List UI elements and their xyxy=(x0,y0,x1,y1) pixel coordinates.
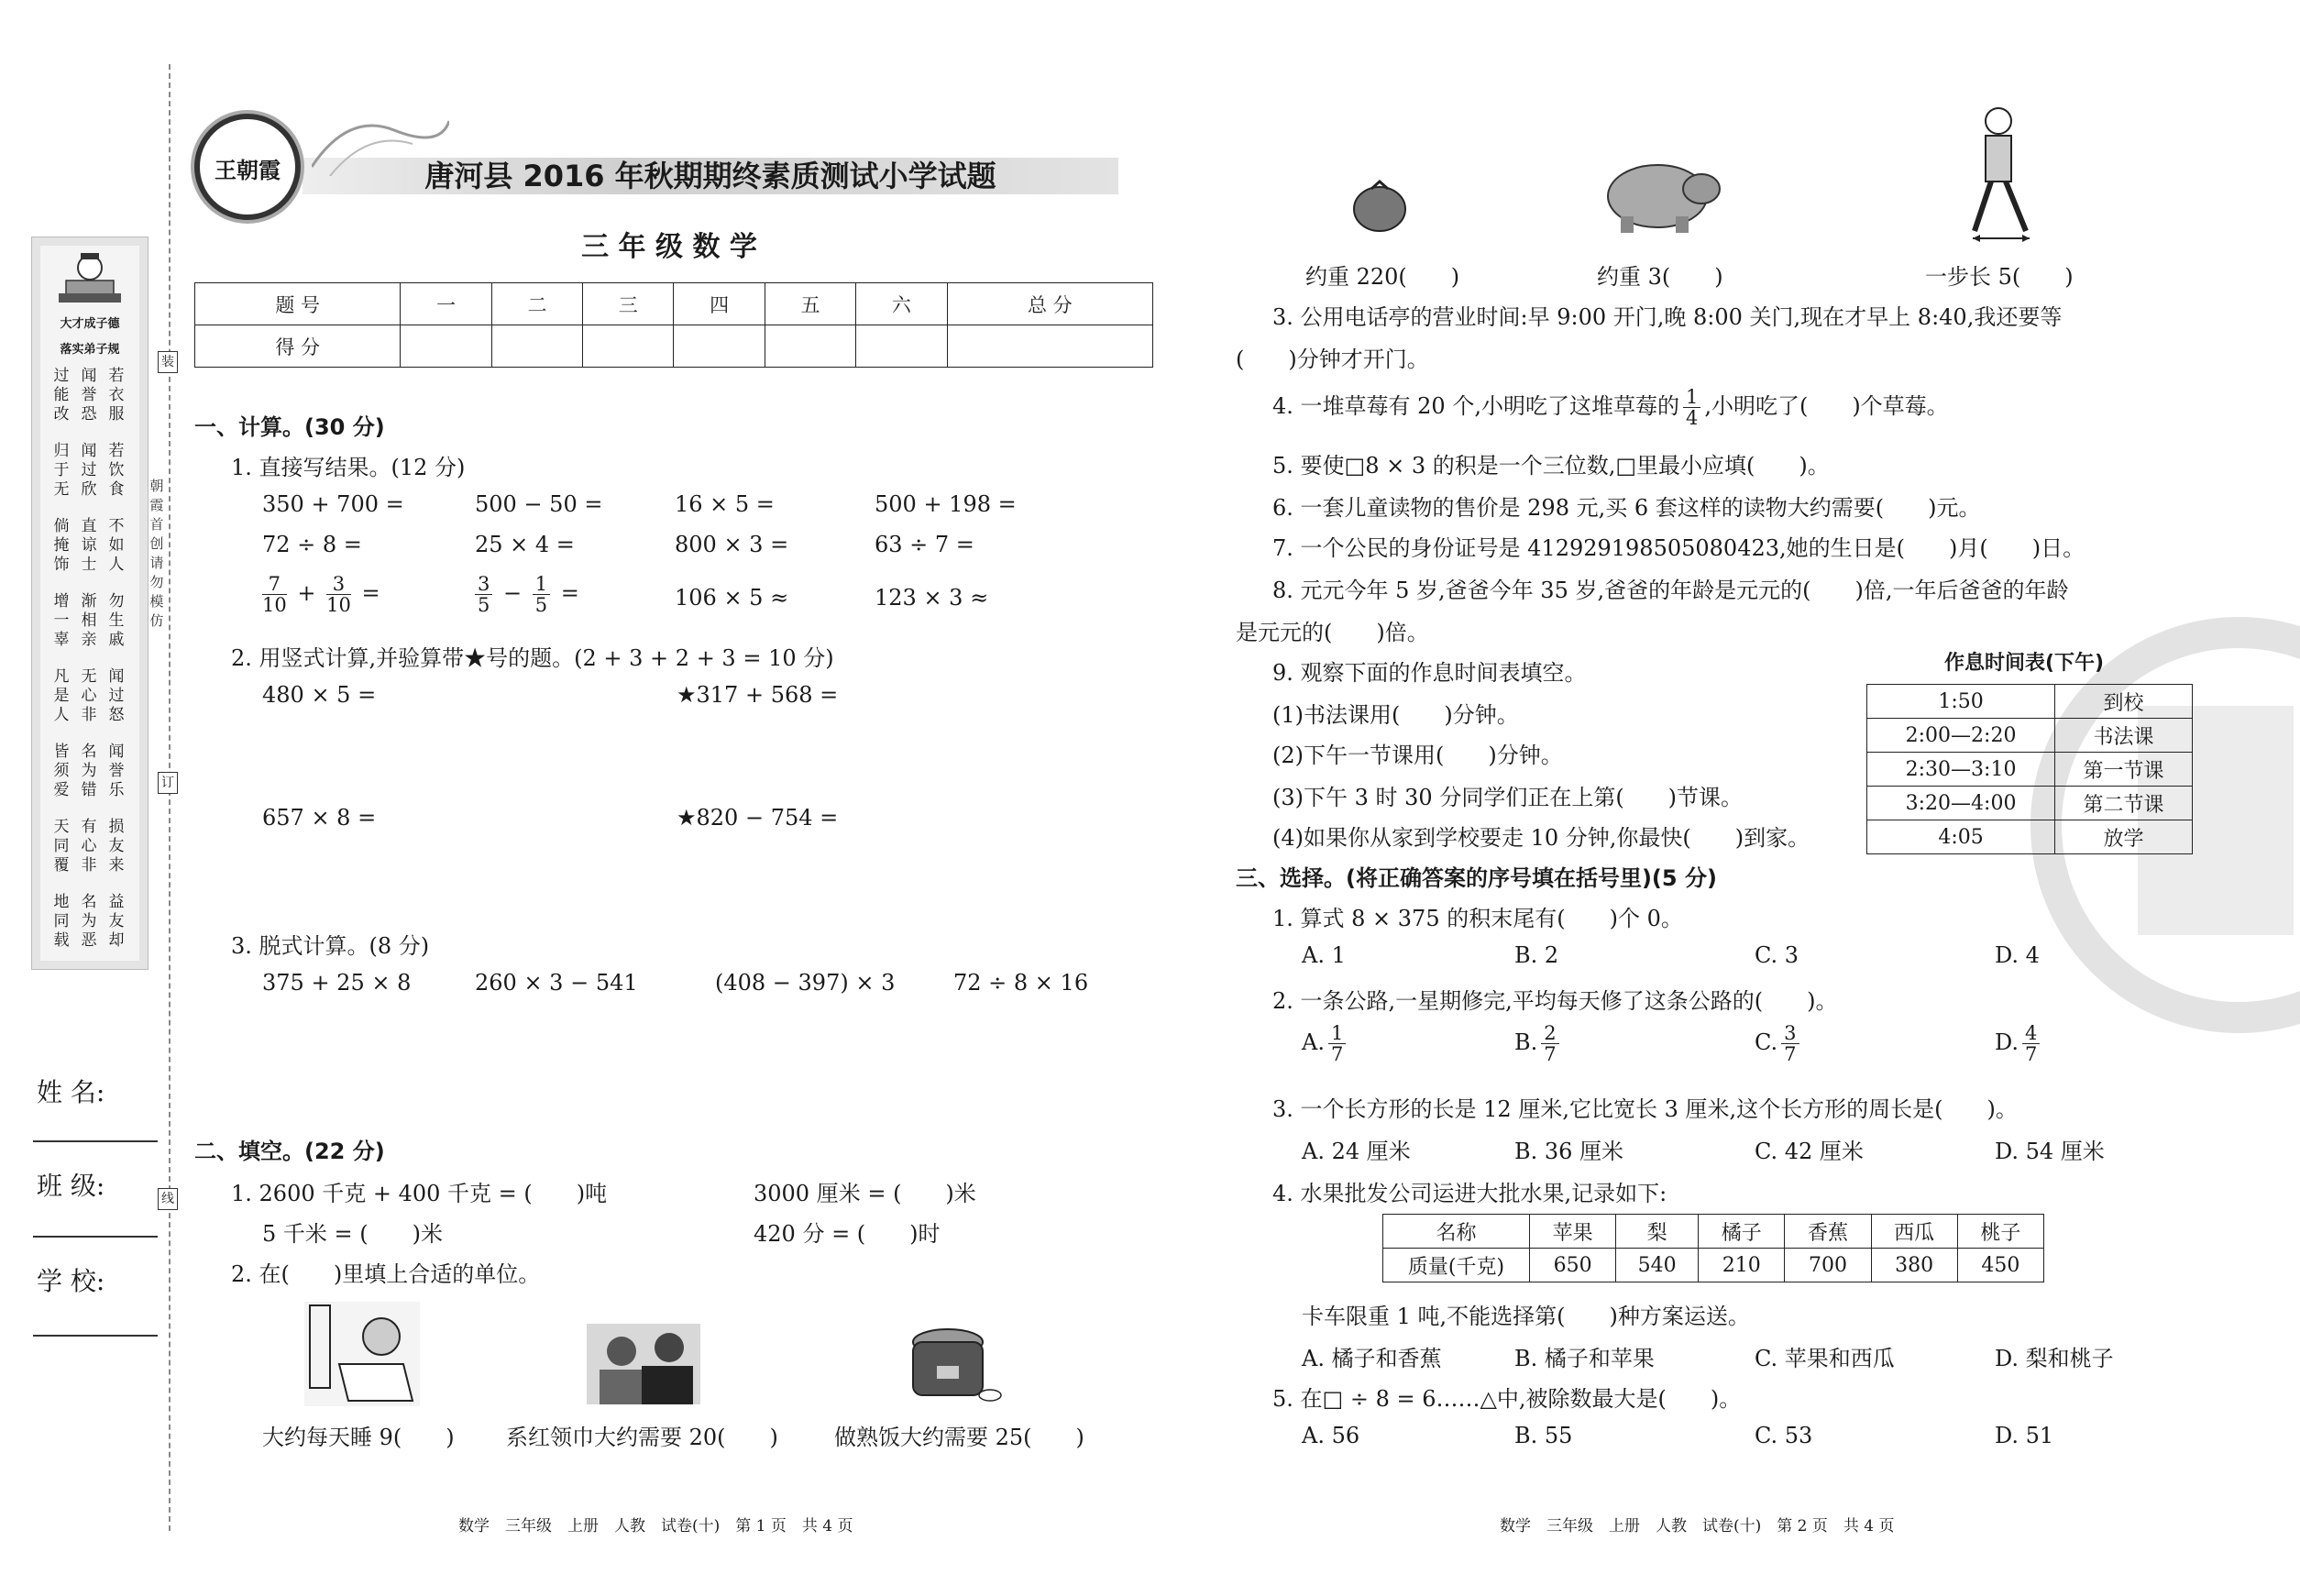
choice-option[interactable]: D. $\frac{4}{7}$ xyxy=(1995,1023,2043,1064)
choice-option[interactable]: C. 53 xyxy=(1755,1423,1813,1448)
fruit-value: 650 xyxy=(1530,1249,1616,1282)
choice-question: 4. 水果批发公司运进大批水果,记录如下: xyxy=(1272,1181,1667,1206)
vertical-calc: 657 × 8 = xyxy=(262,805,377,831)
choice-option[interactable]: B. 55 xyxy=(1514,1423,1573,1448)
fraction-calc-b: $\frac{3}{5}$ − $\frac{1}{5}$ = xyxy=(471,574,579,615)
schedule-event: 书法课 xyxy=(2055,719,2193,753)
vertical-calc: 480 × 5 = xyxy=(262,682,377,708)
fill-blank: 3. 公用电话亭的营业时间:早 9:00 开门,晚 8:00 关门,现在才早上 8:40,我还要等 xyxy=(1272,304,2063,330)
choice-option[interactable]: A. 橘子和香蕉 xyxy=(1302,1346,1442,1371)
step-calc: 72 ÷ 8 × 16 xyxy=(953,970,1089,996)
section-2-title: 二、填空。(22 分) xyxy=(194,1139,385,1164)
brand-name: 王朝霞 xyxy=(215,157,281,183)
choice-option[interactable]: D. 54 厘米 xyxy=(1995,1139,2105,1164)
fill-blank: 5. 要使□8 × 3 的积是一个三位数,□里最小应填( )。 xyxy=(1272,453,1830,479)
footer-right: 数学 三年级 上册 人教 试卷(十) 第 2 页 共 4 页 xyxy=(1500,1517,1895,1535)
section-1-title: 一、计算。(30 分) xyxy=(194,414,385,440)
choice-option[interactable]: D. 4 xyxy=(1995,942,2040,968)
motto-column: 勿生戚 xyxy=(108,592,125,649)
section-3-title: 三、选择。(将正确答案的序号填在括号里)(5 分) xyxy=(1236,865,1717,891)
choice-question: 卡车限重 1 吨,不能选择第( )种方案运送。 xyxy=(1302,1304,1750,1329)
fill-blank: 6. 一套儿童读物的售价是 298 元,买 6 套这样的读物大约需要( )元。 xyxy=(1272,495,1981,521)
fruit-value: 210 xyxy=(1699,1249,1785,1282)
calc-item: 72 ÷ 8 = xyxy=(262,532,362,557)
fruit-value: 700 xyxy=(1785,1249,1871,1282)
motto-column: 若饮食 xyxy=(108,442,125,499)
schedule-title: 作息时间表(下午) xyxy=(1943,652,2105,675)
schedule-event: 放学 xyxy=(2055,820,2193,854)
motto-column: 益友却 xyxy=(108,893,125,950)
score-cell[interactable] xyxy=(401,325,491,368)
schedule-time: 3:20—4:00 xyxy=(1867,787,2055,820)
fill-blank: 3000 厘米 = ( )米 xyxy=(754,1181,976,1206)
calc-item: 350 + 700 = xyxy=(262,491,404,517)
choice-option[interactable]: C. 42 厘米 xyxy=(1755,1139,1864,1164)
girl-walking-picture xyxy=(1956,103,2044,244)
motto-column: 损友来 xyxy=(108,818,125,875)
fruit-header: 橘子 xyxy=(1699,1215,1785,1249)
class-field[interactable] xyxy=(33,1236,158,1238)
s1-q2: 2. 用竖式计算,并验算带★号的题。(2 + 3 + 2 + 3 = 10 分) xyxy=(231,645,834,671)
vertical-calc: ★317 + 568 = xyxy=(677,682,839,708)
footer-left: 数学 三年级 上册 人教 试卷(十) 第 1 页 共 4 页 xyxy=(458,1517,853,1535)
motto-column: 名为错 xyxy=(81,743,97,799)
score-table xyxy=(194,282,1153,368)
motto-column: 闻过怒 xyxy=(108,667,125,724)
choice-option[interactable]: A. 56 xyxy=(1302,1423,1360,1448)
motto-column: 倘掩饰 xyxy=(53,517,70,574)
unit-caption: 系红领巾大约需要 20( ) xyxy=(506,1425,778,1450)
choice-question: 1. 算式 8 × 375 的积末尾有( )个 0。 xyxy=(1272,906,1683,931)
fill-blank: (2)下午一节课用( )分钟。 xyxy=(1272,743,1563,768)
fill-blank: 2. 在( )里填上合适的单位。 xyxy=(231,1261,541,1287)
school-label: 学 校: xyxy=(37,1266,105,1296)
page-edge-dashed-line xyxy=(169,64,171,1531)
hippo-picture xyxy=(1602,156,1722,235)
motto-column: 过能改 xyxy=(53,367,70,424)
choice-option[interactable]: C. 3 xyxy=(1755,942,1799,968)
motto-column: 凡是人 xyxy=(53,667,70,724)
motto-column: 地同载 xyxy=(53,893,70,950)
motto-column: 直谅士 xyxy=(81,517,97,574)
vertical-calc: ★820 − 754 = xyxy=(677,805,839,831)
score-header: 一 xyxy=(401,283,491,325)
fill-blank: (4)如果你从家到学校要走 10 分钟,你最快( )到家。 xyxy=(1272,825,1810,851)
fruit-value: 质量(千克) xyxy=(1383,1249,1530,1282)
motto-column: 若衣服 xyxy=(108,367,125,424)
unit-caption: 大约每天睡 9( ) xyxy=(262,1425,455,1450)
calc-item: 16 × 5 = xyxy=(675,491,775,517)
unit-caption: 约重 3( ) xyxy=(1597,264,1723,290)
fill-blank: 1. 2600 千克 + 400 千克 = ( )吨 xyxy=(231,1181,608,1206)
choice-option[interactable]: B. 橘子和苹果 xyxy=(1514,1346,1655,1371)
calc-item: 63 ÷ 7 = xyxy=(875,532,974,557)
schedule-time: 1:50 xyxy=(1867,685,2055,719)
school-field[interactable] xyxy=(33,1335,158,1337)
score-header: 总 分 xyxy=(947,283,1152,325)
choice-question: 5. 在□ ÷ 8 = 6……△中,被除数最大是( )。 xyxy=(1272,1386,1742,1412)
choice-option[interactable]: C. $\frac{3}{7}$ xyxy=(1755,1023,1803,1064)
score-cell[interactable] xyxy=(947,325,1152,368)
s1-q3: 3. 脱式计算。(8 分) xyxy=(231,933,430,959)
fill-blank: 是元元的( )倍。 xyxy=(1236,620,1429,645)
choice-option[interactable]: A. $\frac{1}{7}$ xyxy=(1302,1023,1349,1064)
score-header: 题 号 xyxy=(195,283,401,325)
fruit-header: 苹果 xyxy=(1530,1215,1616,1249)
choice-option[interactable]: B. 36 厘米 xyxy=(1514,1139,1624,1164)
score-cell[interactable] xyxy=(583,325,674,368)
score-header: 六 xyxy=(856,283,947,325)
scholar-illustration xyxy=(50,249,130,306)
rice-cooker-picture xyxy=(902,1320,1003,1408)
choice-question: 2. 一条公路,一星期修完,平均每天修了这条公路的( )。 xyxy=(1272,988,1838,1014)
fruit-header: 名称 xyxy=(1383,1215,1530,1249)
motto-column: 渐相亲 xyxy=(81,592,97,649)
fill-blank-strawberry: 4. 一堆草莓有 20 个,小明吃了这堆草莓的 $\frac{1}{4}$ ,小明吃了( )个草莓。 xyxy=(1272,386,1949,429)
step-calc: 260 × 3 − 541 xyxy=(475,970,638,996)
calc-item: 500 + 198 = xyxy=(875,491,1017,517)
fill-blank: (3)下午 3 时 30 分同学们正在上第( )节课。 xyxy=(1272,785,1744,810)
schedule-time: 2:30—3:10 xyxy=(1867,753,2055,787)
sidebar-motto-sub: 落实弟子规 xyxy=(60,343,120,357)
margin-note: 朝霞首创 请勿模仿 xyxy=(149,478,164,629)
choice-option[interactable]: B. 2 xyxy=(1514,942,1559,968)
fruit-header: 梨 xyxy=(1616,1215,1699,1249)
choice-option[interactable]: A. 24 厘米 xyxy=(1302,1139,1411,1164)
score-cell[interactable] xyxy=(674,325,765,368)
motto-column: 闻过欣 xyxy=(81,442,97,499)
fill-blank: (1)书法课用( )分钟。 xyxy=(1272,702,1519,728)
schedule-time: 2:00—2:20 xyxy=(1867,719,2055,753)
motto-column: 天同覆 xyxy=(53,818,70,875)
schedule-event: 第二节课 xyxy=(2055,787,2193,820)
fold-mark-3: 线 xyxy=(158,1188,178,1210)
class-label: 班 级: xyxy=(37,1171,105,1201)
brand-logo xyxy=(194,114,301,220)
motto-column: 闻誉乐 xyxy=(108,743,125,799)
score-cell[interactable] xyxy=(765,325,855,368)
score-header: 五 xyxy=(765,283,855,325)
choice-question: 3. 一个长方形的长是 12 厘米,它比宽长 3 厘米,这个长方形的周长是( )。 xyxy=(1272,1096,2018,1122)
motto-column: 增一辜 xyxy=(53,592,70,649)
schedule-time: 4:05 xyxy=(1867,820,2055,854)
name-label: 姓 名: xyxy=(37,1077,105,1107)
choice-option[interactable]: C. 苹果和西瓜 xyxy=(1755,1346,1895,1371)
calc-item: 500 − 50 = xyxy=(475,491,603,517)
fill-blank: 7. 一个公民的身份证号是 412929198505080423,她的生日是( )月( )日。 xyxy=(1272,535,2085,561)
sleeping-child-picture xyxy=(303,1300,422,1408)
sidebar-motto-top: 大才成子德 xyxy=(60,317,120,331)
fold-mark-1: 装 xyxy=(158,351,178,373)
name-field[interactable] xyxy=(33,1140,158,1142)
fruit-header: 桃子 xyxy=(1957,1215,2043,1249)
s1-q1: 1. 直接写结果。(12 分) xyxy=(231,455,466,480)
motto-column: 名为恶 xyxy=(81,893,97,950)
calc-item: 25 × 4 = xyxy=(475,532,575,557)
calc-item: 106 × 5 ≈ xyxy=(675,585,789,611)
page-title: 唐河县 2016 年秋期期终素质测试小学试题 xyxy=(424,159,996,193)
unit-caption: 一步长 5( ) xyxy=(1925,264,2074,290)
fill-blank: 9. 观察下面的作息时间表填空。 xyxy=(1272,660,1587,686)
fruit-value: 380 xyxy=(1871,1249,1957,1282)
fruit-value: 450 xyxy=(1957,1249,2043,1282)
fruit-header: 香蕉 xyxy=(1785,1215,1871,1249)
tomato-picture xyxy=(1351,178,1408,233)
schedule-table xyxy=(1866,684,2193,854)
motto-column: 有心非 xyxy=(81,818,97,875)
fruit-value: 540 xyxy=(1616,1249,1699,1282)
unit-caption: 约重 220( ) xyxy=(1305,264,1460,290)
choice-option[interactable]: A. 1 xyxy=(1302,942,1346,968)
motto-column: 归于无 xyxy=(53,442,70,499)
schedule-event: 第一节课 xyxy=(2055,753,2193,787)
step-calc: 375 + 25 × 8 xyxy=(262,970,412,996)
red-scarf-picture xyxy=(587,1324,700,1404)
motto-column: 闻誉恐 xyxy=(81,367,97,424)
choice-option[interactable]: D. 51 xyxy=(1995,1423,2054,1448)
choice-option[interactable]: D. 梨和桃子 xyxy=(1995,1346,2114,1371)
unit-caption: 做熟饭大约需要 25( ) xyxy=(834,1425,1084,1450)
fruit-header: 西瓜 xyxy=(1871,1215,1957,1249)
fruit-table xyxy=(1382,1214,2044,1282)
fold-mark-2: 订 xyxy=(158,772,178,794)
score-header: 四 xyxy=(674,283,765,325)
score-cell[interactable] xyxy=(491,325,582,368)
score-header: 二 xyxy=(491,283,582,325)
fill-blank: 5 千米 = ( )米 xyxy=(262,1221,443,1247)
motto-column: 皆须爱 xyxy=(53,743,70,799)
choice-option[interactable]: B. $\frac{2}{7}$ xyxy=(1514,1023,1563,1064)
motto-column: 不如人 xyxy=(108,517,125,574)
calc-item: 123 × 3 ≈ xyxy=(875,585,989,611)
score-header: 三 xyxy=(583,283,674,325)
schedule-event: 到校 xyxy=(2055,685,2193,719)
motto-column: 无心非 xyxy=(81,667,97,724)
fill-blank: ( )分钟才开门。 xyxy=(1236,347,1429,372)
score-row-label: 得 分 xyxy=(195,325,401,368)
score-cell[interactable] xyxy=(856,325,947,368)
fill-blank: 420 分 = ( )时 xyxy=(754,1221,941,1247)
fraction-calc-a: $\frac{7}{10}$ + $\frac{3}{10}$ = xyxy=(262,573,380,616)
fill-blank: 8. 元元今年 5 岁,爸爸今年 35 岁,爸爸的年龄是元元的( )倍,一年后爸爸的年龄 xyxy=(1272,578,2069,603)
subject-title: 三 年 级 数 学 xyxy=(581,231,757,263)
step-calc: (408 − 397) × 3 xyxy=(715,970,896,996)
calc-item: 800 × 3 = xyxy=(675,532,789,557)
